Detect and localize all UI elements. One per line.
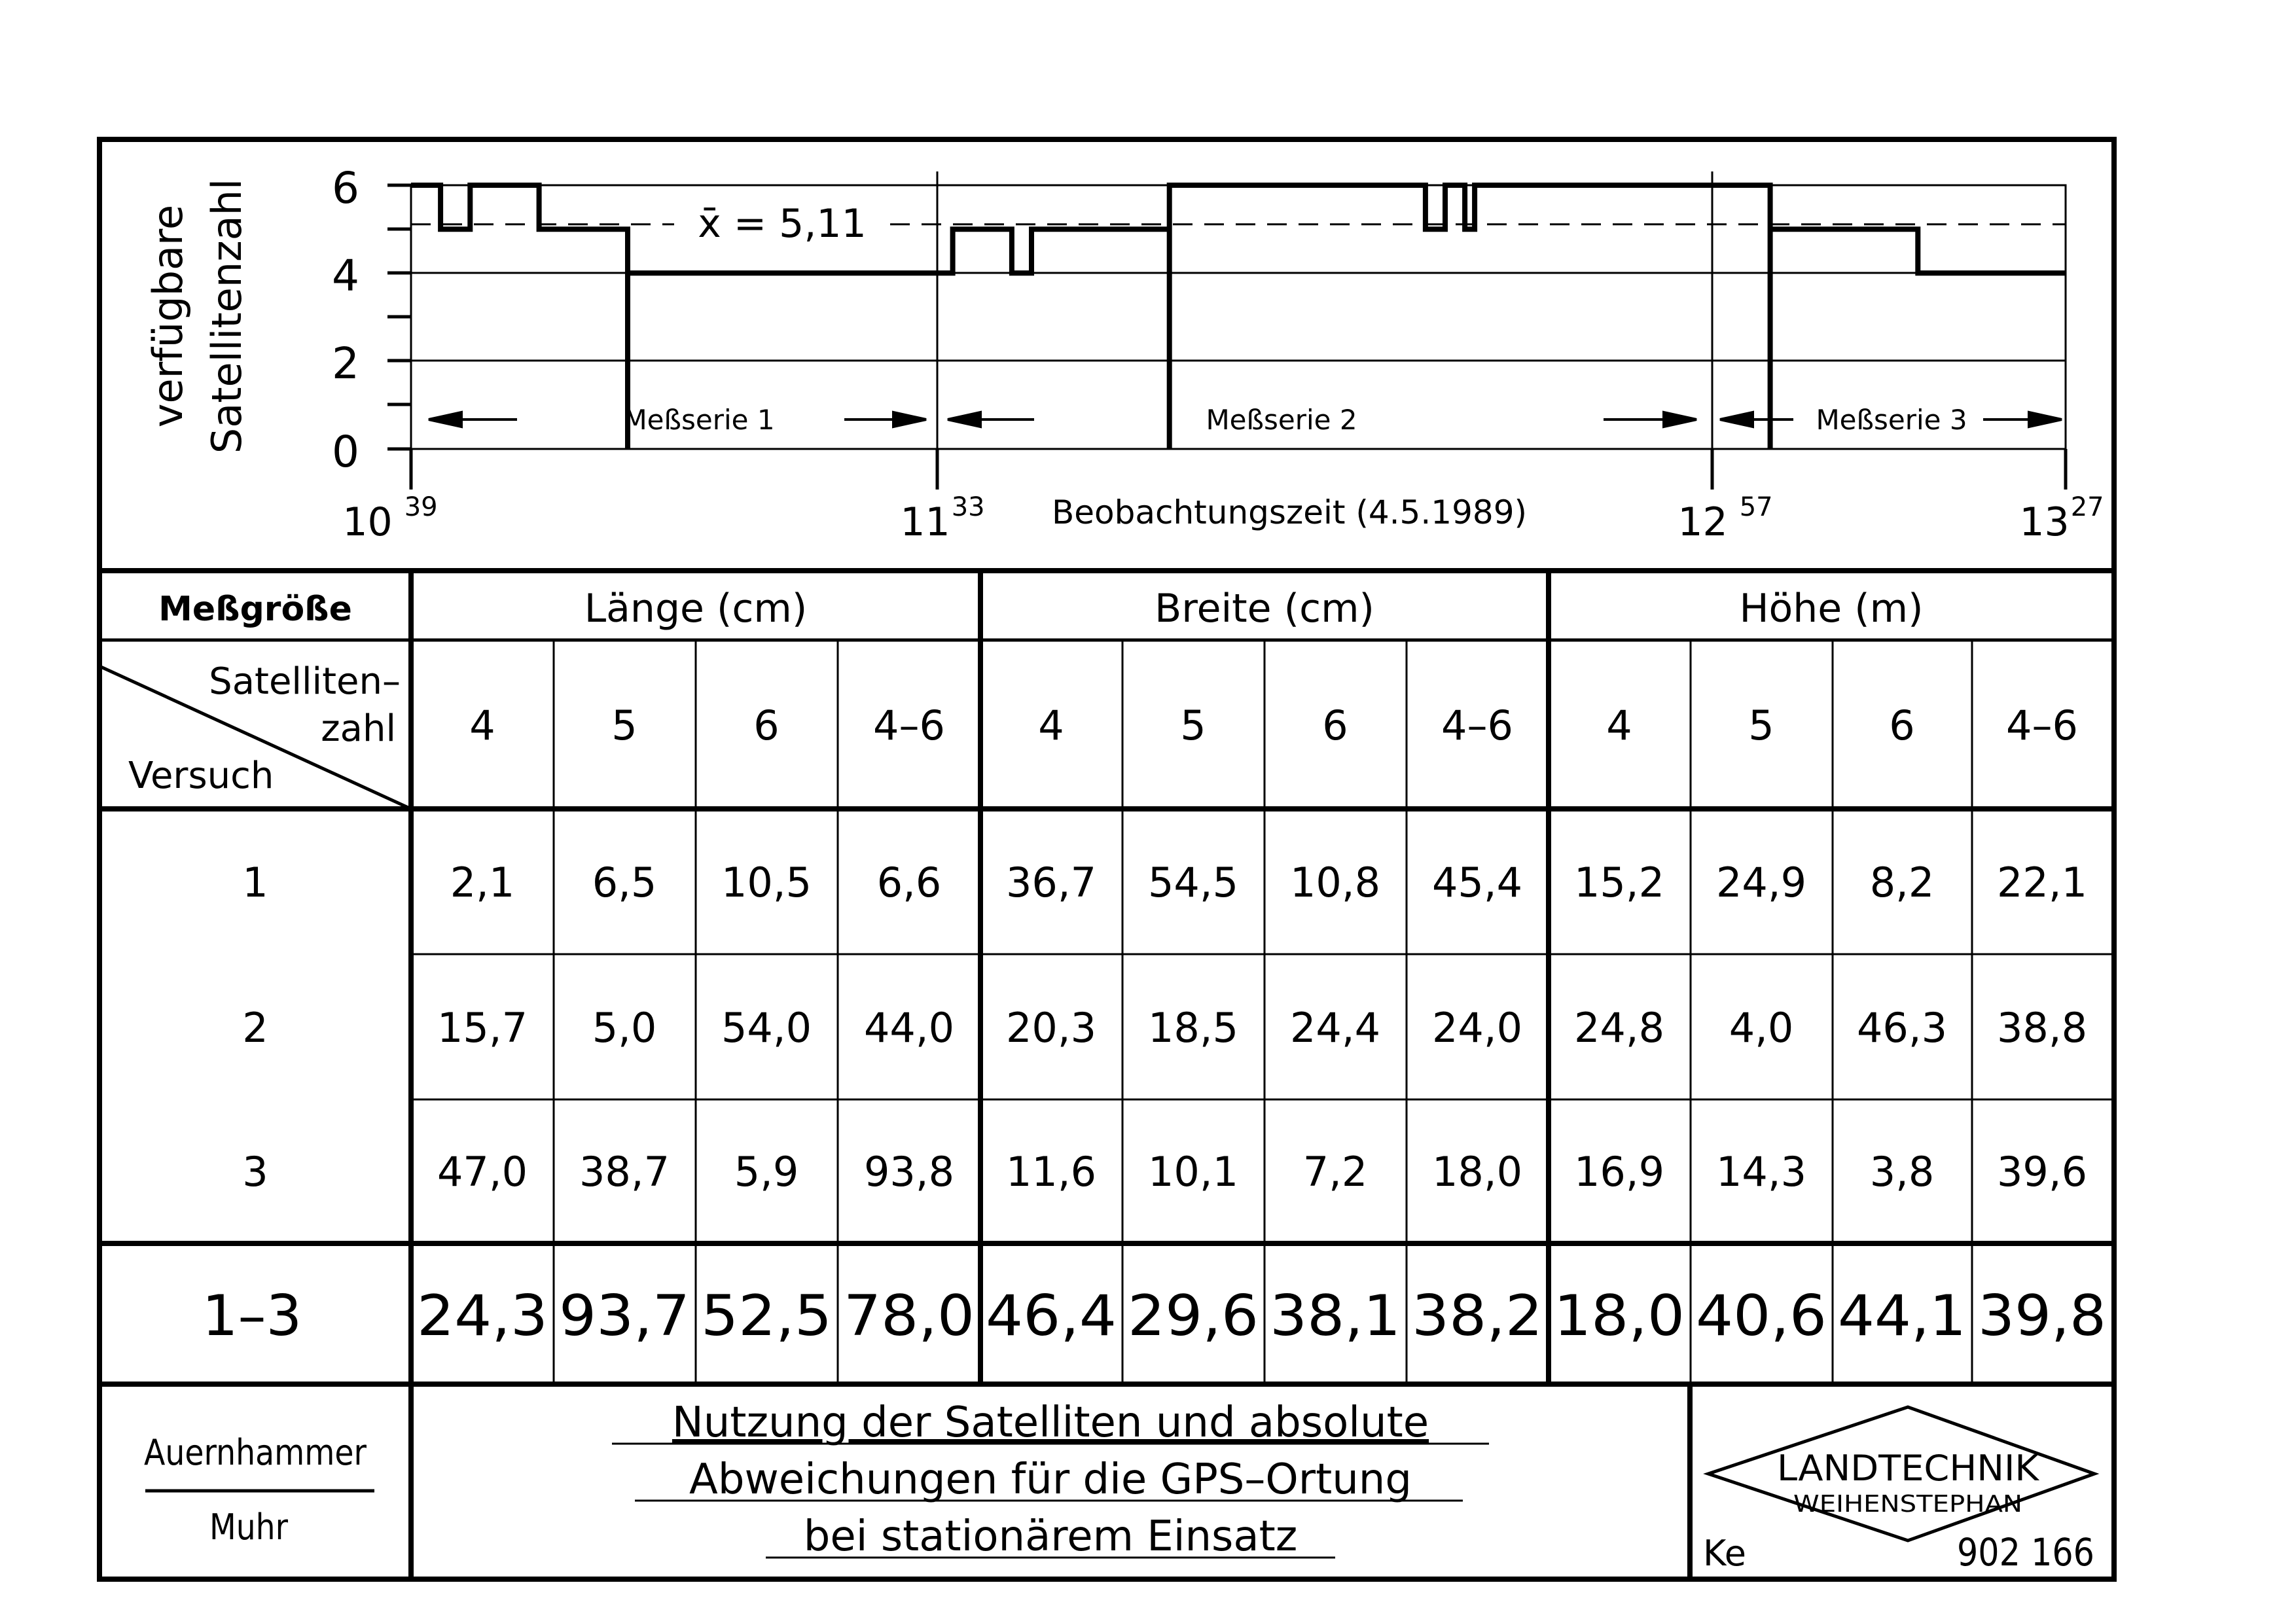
- sat-header: 6: [753, 702, 780, 749]
- table-cell: 47,0: [437, 1148, 528, 1196]
- x-tick-label-1039: [342, 492, 437, 545]
- y-axis-label-line1: verfügbare: [144, 204, 192, 428]
- x-tick-label-1327: [2019, 492, 2104, 545]
- title-block: [144, 1384, 2094, 1579]
- row-label: 1: [242, 859, 268, 906]
- arrowhead: [948, 412, 980, 427]
- table-cell: 20,3: [1005, 1004, 1097, 1052]
- table-cell: 78,0: [844, 1283, 975, 1349]
- table-cell: 24,8: [1573, 1004, 1665, 1052]
- table-cell: 40,6: [1696, 1283, 1827, 1349]
- table-cell: 16,9: [1573, 1148, 1665, 1196]
- table-cell: 24,3: [417, 1283, 548, 1349]
- table-cell: 38,8: [1996, 1004, 2088, 1052]
- x-tick-hour: 11: [900, 499, 950, 545]
- landtechnik-logo: [1708, 1407, 2094, 1541]
- table-cell: 8,2: [1869, 859, 1935, 906]
- row-label: 3: [242, 1148, 268, 1196]
- table-cell: 45,4: [1431, 859, 1523, 906]
- sat-header: 6: [1322, 702, 1348, 749]
- row-label: 1–3: [202, 1283, 302, 1349]
- y-tick-label-2: 2: [332, 338, 359, 389]
- x-tick-label-1133: [900, 492, 984, 545]
- table-cell: 22,1: [1996, 859, 2088, 906]
- table-cell: 54,0: [721, 1004, 812, 1052]
- table-cell: 38,2: [1412, 1283, 1543, 1349]
- x-tick-label-1257: [1677, 492, 1772, 545]
- group-header-breite: Breite (cm): [1155, 586, 1374, 632]
- x-tick-hour: 10: [342, 499, 393, 545]
- table-cell: 15,2: [1573, 859, 1665, 906]
- drawing-title-line-1: Nutzung der Satelliten und absolute: [672, 1399, 1429, 1447]
- arrowhead: [1664, 412, 1696, 427]
- sat-header: 4–6: [1441, 702, 1513, 749]
- x-tick-minute: 27: [2070, 492, 2104, 522]
- table-cell: 11,6: [1005, 1148, 1097, 1196]
- arrowhead: [429, 412, 461, 427]
- table-cell: 54,5: [1147, 859, 1239, 906]
- group-header-laenge: Länge (cm): [584, 586, 808, 632]
- logo-text-sub: WEIHENSTEPHAN: [1793, 1491, 2022, 1518]
- arrowhead: [1720, 412, 1753, 427]
- table-cell: 4,0: [1729, 1004, 1794, 1052]
- measure-header: Meßgröße: [158, 590, 352, 629]
- x-tick-hour: 12: [1677, 499, 1728, 545]
- table-cell: 18,5: [1147, 1004, 1239, 1052]
- sat-header: 6: [1889, 702, 1915, 749]
- table-cell: 10,1: [1147, 1148, 1239, 1196]
- x-axis-label: Beobachtungszeit (4.5.1989): [1051, 493, 1528, 531]
- arrowhead: [2029, 412, 2062, 427]
- sat-header: 4–6: [2006, 702, 2078, 749]
- table-cell: 44,0: [863, 1004, 955, 1052]
- sat-header: 5: [1748, 702, 1774, 749]
- table-cell: 39,6: [1996, 1148, 2088, 1196]
- arrowhead: [893, 412, 926, 427]
- table-cell: 5,9: [734, 1148, 799, 1196]
- table-cell: 38,1: [1270, 1283, 1401, 1349]
- row-label: 2: [242, 1004, 268, 1052]
- table-cell: 15,7: [437, 1004, 528, 1052]
- table-cell: 52,5: [701, 1283, 832, 1349]
- table-cell: 24,4: [1289, 1004, 1381, 1052]
- y-tick-label-6: 6: [332, 163, 359, 213]
- table-cell: 3,8: [1869, 1148, 1935, 1196]
- mean-label: x̄ = 5,11: [698, 201, 867, 247]
- drawing-title-line-2: Abweichungen für die GPS–Ortung: [689, 1455, 1412, 1504]
- table-total-row: [202, 1283, 2106, 1349]
- x-tick-minute: 57: [1739, 492, 1773, 522]
- sat-header: 5: [611, 702, 637, 749]
- group-header-hoehe: Höhe (m): [1739, 586, 1924, 632]
- table-cell: 24,0: [1431, 1004, 1523, 1052]
- data-table: [99, 571, 2114, 1384]
- table-cell: 44,1: [1838, 1283, 1966, 1349]
- sat-header: 4: [469, 702, 495, 749]
- y-tick-label-0: 0: [332, 427, 359, 477]
- diag-label-bottom: Versuch: [128, 755, 274, 797]
- table-cell: 10,5: [721, 859, 812, 906]
- table-cell: 6,5: [592, 859, 657, 906]
- table-cell: 2,1: [450, 859, 515, 906]
- table-cell: 14,3: [1715, 1148, 1807, 1196]
- series-label-3: Meßserie 3: [1816, 404, 1967, 436]
- table-row: [242, 1148, 2087, 1196]
- sat-header: 4: [1606, 702, 1632, 749]
- x-tick-minute: 39: [404, 492, 438, 522]
- table-cell: 7,2: [1302, 1148, 1368, 1196]
- table-cell: 46,3: [1856, 1004, 1948, 1052]
- sat-header: 5: [1180, 702, 1206, 749]
- y-axis-label-line2: Satellitenzahl: [203, 178, 251, 454]
- table-cell: 5,0: [592, 1004, 657, 1052]
- table-cell: 10,8: [1289, 859, 1381, 906]
- series-label-2: Meßserie 2: [1206, 404, 1357, 436]
- table-cell: 93,8: [863, 1148, 955, 1196]
- diag-label-top-1: Satelliten–: [209, 660, 401, 703]
- series-label-1: Meßserie 1: [623, 404, 775, 436]
- drawing-initials: Ke: [1703, 1533, 1746, 1574]
- table-row: [242, 1004, 2087, 1052]
- author-bottom: Muhr: [209, 1507, 289, 1548]
- satellite-chart: [144, 163, 2104, 545]
- sat-header-row: [469, 702, 2078, 749]
- x-tick-minute: 33: [951, 492, 985, 522]
- diag-label-top-2: zahl: [321, 707, 396, 750]
- drawing-number: 902 166: [1957, 1530, 2094, 1575]
- drawing-title-line-3: bei stationärem Einsatz: [803, 1512, 1298, 1561]
- table-cell: 24,9: [1715, 859, 1807, 906]
- table-cell: 29,6: [1128, 1283, 1259, 1349]
- sat-header: 4: [1038, 702, 1064, 749]
- author-top: Auernhammer: [144, 1432, 367, 1473]
- table-cell: 36,7: [1005, 859, 1097, 906]
- table-cell: 18,0: [1431, 1148, 1523, 1196]
- outer-frame: [99, 139, 2114, 1579]
- table-row: [242, 859, 2087, 906]
- y-tick-label-4: 4: [332, 251, 359, 301]
- x-tick-hour: 13: [2019, 499, 2070, 545]
- table-cell: 93,7: [559, 1283, 690, 1349]
- table-cell: 18,0: [1554, 1283, 1685, 1349]
- table-cell: 46,4: [986, 1283, 1117, 1349]
- table-cell: 6,6: [876, 859, 942, 906]
- table-cell: 39,8: [1978, 1283, 2106, 1349]
- table-cell: 38,7: [579, 1148, 670, 1196]
- logo-text-main: LANDTECHNIK: [1777, 1448, 2040, 1489]
- sat-header: 4–6: [873, 702, 945, 749]
